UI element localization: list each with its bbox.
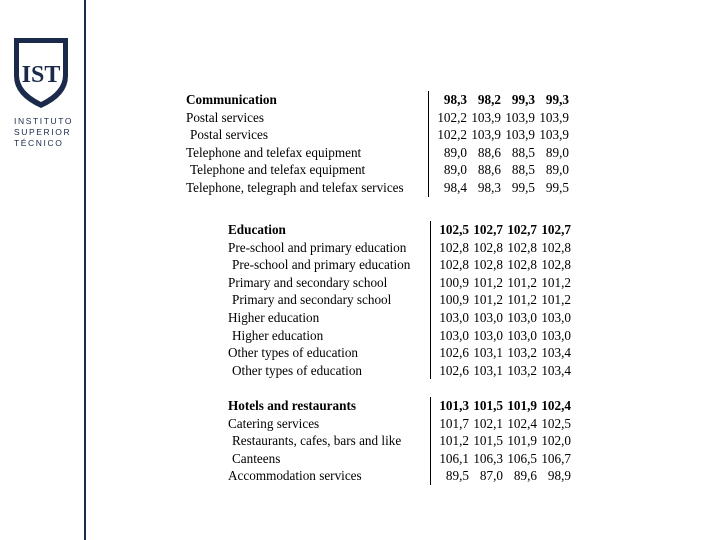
- value-cell: 102,6: [439, 362, 469, 378]
- row-label: Postal services: [186, 109, 265, 125]
- table-row: [431, 327, 571, 345]
- value-cell: 101,7: [439, 415, 469, 431]
- value-cell: 89,5: [445, 468, 469, 484]
- value-cell: 99,3: [511, 92, 535, 107]
- value-cell: 103,2: [507, 345, 537, 361]
- value-cell: 98,9: [547, 468, 571, 484]
- value-cell: 103,4: [541, 345, 571, 361]
- table-row: [431, 415, 571, 433]
- value-cell: 103,0: [541, 309, 571, 325]
- row-label: Other types of education: [232, 362, 363, 378]
- value-cell: 99,5: [511, 179, 535, 195]
- value-cell: 102,2: [437, 109, 467, 125]
- value-cell: 98,2: [477, 92, 501, 107]
- value-cell: 103,0: [439, 309, 469, 325]
- communication-table: [184, 91, 569, 197]
- value-cell: 88,6: [477, 162, 501, 178]
- row-label: Hotels and restaurants: [228, 398, 356, 413]
- table-row: [431, 221, 571, 239]
- value-cell: 101,2: [541, 274, 571, 290]
- value-cell: 103,2: [507, 362, 537, 378]
- value-cell: 106,5: [507, 450, 537, 466]
- value-cell: 103,9: [471, 127, 501, 143]
- value-cell: 102,8: [507, 257, 537, 273]
- row-label: Communication: [186, 92, 277, 107]
- table-row: [431, 362, 571, 380]
- value-cell: 99,3: [545, 92, 569, 107]
- value-cell: 102,4: [507, 415, 537, 431]
- row-label: Pre-school and primary education: [232, 257, 411, 273]
- row-label: Primary and secondary school: [228, 274, 388, 290]
- row-label: Canteens: [232, 450, 281, 466]
- hotels-restaurants-table: [226, 397, 571, 485]
- value-cell: 89,0: [443, 162, 467, 178]
- table-row: [431, 309, 571, 327]
- value-cell: 103,0: [507, 327, 537, 343]
- row-values: [431, 397, 571, 485]
- value-cell: 89,0: [545, 162, 569, 178]
- table-row: [429, 91, 569, 109]
- value-cell: 102,5: [541, 415, 571, 431]
- value-cell: 102,8: [541, 257, 571, 273]
- row-values: [429, 91, 569, 197]
- row-label: Primary and secondary school: [232, 292, 392, 308]
- table-row: [429, 161, 569, 179]
- value-cell: 106,7: [541, 450, 571, 466]
- value-cell: 102,0: [541, 433, 571, 449]
- row-labels: [226, 397, 431, 485]
- value-cell: 106,1: [439, 450, 469, 466]
- value-cell: 89,0: [443, 144, 467, 160]
- row-label: Postal services: [190, 127, 269, 143]
- ist-shield-logo-icon: [12, 36, 70, 110]
- value-cell: 102,8: [507, 239, 537, 255]
- table-row: [431, 432, 571, 450]
- value-cell: 102,7: [541, 222, 571, 237]
- value-cell: 101,5: [473, 433, 503, 449]
- value-cell: 102,7: [473, 222, 503, 237]
- value-cell: 102,1: [473, 415, 503, 431]
- logo-text-line-1: INSTITUTO: [14, 116, 74, 126]
- value-cell: 102,5: [439, 222, 469, 237]
- value-cell: 106,3: [473, 450, 503, 466]
- value-cell: 101,5: [473, 398, 503, 413]
- value-cell: 88,6: [477, 144, 501, 160]
- svg-text:IST: IST: [21, 62, 61, 88]
- table-row: [431, 239, 571, 257]
- value-cell: 101,9: [507, 433, 537, 449]
- table-row: [431, 450, 571, 468]
- value-cell: 98,3: [443, 92, 467, 107]
- value-cell: 88,5: [511, 144, 535, 160]
- row-label: Restaurants, cafes, bars and like: [232, 433, 402, 449]
- value-cell: 103,0: [473, 309, 503, 325]
- value-cell: 101,2: [507, 274, 537, 290]
- table-row: [431, 467, 571, 485]
- table-row: [431, 397, 571, 415]
- row-label: Telephone and telefax equipment: [190, 162, 366, 178]
- value-cell: 103,9: [539, 109, 569, 125]
- value-cell: 103,1: [473, 362, 503, 378]
- table-row: [429, 109, 569, 127]
- row-label: Telephone and telefax equipment: [186, 144, 362, 160]
- value-cell: 88,5: [511, 162, 535, 178]
- table-row: [429, 126, 569, 144]
- row-labels: [226, 221, 431, 379]
- table-row: [431, 344, 571, 362]
- value-cell: 101,2: [473, 274, 503, 290]
- value-cell: 102,8: [473, 257, 503, 273]
- value-cell: 89,6: [513, 468, 537, 484]
- row-label: Catering services: [228, 415, 320, 431]
- value-cell: 103,4: [541, 362, 571, 378]
- education-table: [226, 221, 571, 379]
- value-cell: 103,9: [539, 127, 569, 143]
- value-cell: 102,8: [473, 239, 503, 255]
- value-cell: 103,0: [473, 327, 503, 343]
- value-cell: 102,8: [439, 239, 469, 255]
- value-cell: 99,5: [545, 179, 569, 195]
- value-cell: 100,9: [439, 292, 469, 308]
- value-cell: 87,0: [479, 468, 503, 484]
- value-cell: 102,4: [541, 398, 571, 413]
- value-cell: 100,9: [439, 274, 469, 290]
- table-row: [431, 274, 571, 292]
- value-cell: 98,4: [443, 179, 467, 195]
- value-cell: 101,2: [473, 292, 503, 308]
- value-cell: 102,8: [439, 257, 469, 273]
- value-cell: 103,1: [473, 345, 503, 361]
- logo-text-line-2: SUPERIOR: [14, 127, 72, 137]
- value-cell: 101,2: [439, 433, 469, 449]
- value-cell: 101,2: [541, 292, 571, 308]
- row-label: Telephone, telegraph and telefax services: [186, 179, 404, 195]
- sidebar: [0, 0, 86, 540]
- value-cell: 101,3: [439, 398, 469, 413]
- value-cell: 103,9: [471, 109, 501, 125]
- value-cell: 103,0: [541, 327, 571, 343]
- table-row: [431, 256, 571, 274]
- table-row: [429, 179, 569, 197]
- value-cell: 103,0: [439, 327, 469, 343]
- value-cell: 103,0: [507, 309, 537, 325]
- row-label: Pre-school and primary education: [228, 239, 407, 255]
- value-cell: 103,9: [505, 127, 535, 143]
- row-label: Education: [228, 222, 286, 237]
- table-row: [431, 291, 571, 309]
- logo-text-line-3: TÉCNICO: [14, 138, 64, 148]
- value-cell: 102,2: [437, 127, 467, 143]
- row-label: Other types of education: [228, 345, 359, 361]
- value-cell: 102,7: [507, 222, 537, 237]
- value-cell: 102,8: [541, 239, 571, 255]
- value-cell: 101,2: [507, 292, 537, 308]
- value-cell: 89,0: [545, 144, 569, 160]
- value-cell: 98,3: [477, 179, 501, 195]
- value-cell: 102,6: [439, 345, 469, 361]
- table-row: [429, 144, 569, 162]
- value-cell: 101,9: [507, 398, 537, 413]
- row-label: Higher education: [232, 327, 324, 343]
- row-labels: [184, 91, 429, 197]
- value-cell: 103,9: [505, 109, 535, 125]
- row-label: Accommodation services: [228, 468, 362, 484]
- row-values: [431, 221, 571, 379]
- row-label: Higher education: [228, 309, 320, 325]
